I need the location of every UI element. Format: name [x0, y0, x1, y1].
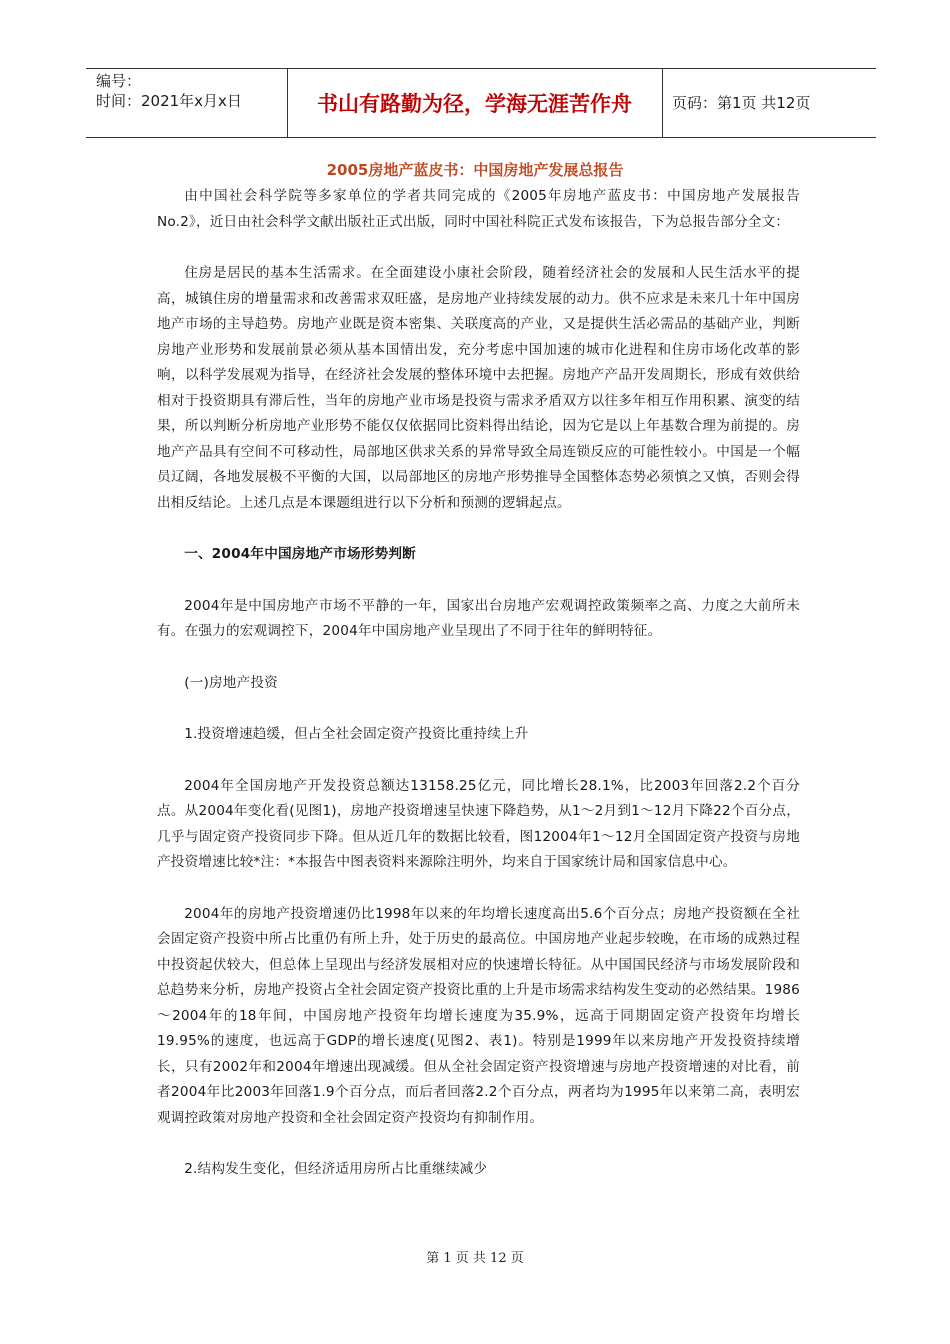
paragraph-2004-summary: 2004年是中国房地产市场不平静的一年，国家出台房地产宏观调控政策频率之高、力度之大前所未有。在强力的宏观调控下，2004年中国房地产业呈现出了不同于往年的鲜明特征。 — [157, 597, 800, 639]
header-page-cell — [662, 69, 876, 137]
subsection-heading-investment: (一)房地产投资 — [184, 674, 278, 691]
header-page-info: 页码：第1页 共12页 — [672, 94, 811, 112]
header-motto: 书山有路勤为径，学海无涯苦作舟 — [317, 92, 632, 116]
document-body — [157, 184, 800, 1183]
page-header — [86, 68, 876, 138]
section-heading-1: 一、2004年中国房地产市场形势判断 — [184, 546, 416, 562]
page-footer: 第 1 页 共 12 页 — [426, 1251, 524, 1266]
document-title: 2005房地产蓝皮书：中国房地产发展总报告 — [326, 161, 624, 179]
paragraph-investment-total: 2004年全国房地产开发投资总额达13158.25亿元，同比增长28.1%，比2003年回落2.2个百分点。从2004年变化看(见图1)，房地产投资增速呈快速下降趋势，从1～2月到1～12月下降22个百分点，几乎与固定资产投资同步下降。但从近几年的数据比较看，图12004年1～12月全国固定资产投资与房地产投资增速比较*注：*本报告中图表资料来源除注明外，均来自于国家统计局和国家信息中心。 — [157, 777, 800, 870]
paragraph-overview: 住房是居民的基本生活需求。在全面建设小康社会阶段，随着经济社会的发展和人民生活水平的提高，城镇住房的增量需求和改善需求双旺盛，是房地产业持续发展的动力。供不应求是未来几十年中国房地产市场的主导趋势。房地产业既是资本密集、关联度高的产业，又是提供生活必需品的基础产业，判断房地产业形势和发展前景必须从基本国情出发，充分考虑中国加速的城市化进程和住房市场化改革的影响，以科学发展观为指导，在经济社会发展的整体环境中去把握。房地产产品开发周期长，形成有效供给相对于投资期具有滞后性，当年的房地产业市场是投资与需求矛盾双方以往多年相互作用积累、演变的结果，所以判断分析房地产业形势不能仅仅依据同比资料得出结论，因为它是以上年基数合理为前提的。房地产产品具有空间不可移动性，局部地区供求关系的异常导致全局连锁反应的可能性较小。中国是一个幅员辽阔，各地发展极不平衡的大国，以局部地区的房地产形势推导全国整体态势必须慎之又慎，否则会得出相反结论。上述几点是本课题组进行以下分析和预测的逻辑起点。 — [157, 265, 800, 511]
point-heading-2: 2.结构发生变化，但经济适用房所占比重继续减少 — [184, 1161, 488, 1177]
document-time-label: 时间：2021年x月x日 — [96, 92, 242, 110]
header-motto-cell — [287, 69, 663, 137]
paragraph-intro: 由中国社会科学院等多家单位的学者共同完成的《2005年房地产蓝皮书：中国房地产发展报告No.2》，近日由社会科学文献出版社正式出版，同时中国社科院正式发布该报告，下为总报告部分全文： — [157, 188, 800, 230]
header-info-cell — [86, 69, 288, 137]
document-code-label: 编号： — [96, 72, 142, 90]
paragraph-investment-trend: 2004年的房地产投资增速仍比1998年以来的年均增长速度高出5.6个百分点；房地产投资额在全社会固定资产投资中所占比重仍有所上升，处于历史的最高位。中国房地产业起步较晚，在市场的成熟过程中投资起伏较大，但总体上呈现出与经济发展相对应的快速增长特征。从中国国民经济与市场发展阶段和总趋势来分析，房地产投资占全社会固定资产投资比重的上升是市场需求结构发生变动的必然结果。1986～2004年的18年间，中国房地产投资年均增长速度为35.9%，远高于同期固定资产投资年均增长19.95%的速度，也远高于GDP的增长速度(见图2、表1)。特别是1999年以来房地产开发投资持续增长，只有2002年和2004年增速出现减缓。但从全社会固定资产投资增速与房地产投资增速的对比看，前者2004年比2003年回落1.9个百分点，而后者回落2.2个百分点，两者均为1995年以来第二高，表明宏观调控政策对房地产投资和全社会固定资产投资均有抑制作用。 — [157, 905, 800, 1126]
point-heading-1: 1.投资增速趋缓，但占全社会固定资产投资比重持续上升 — [184, 726, 529, 742]
